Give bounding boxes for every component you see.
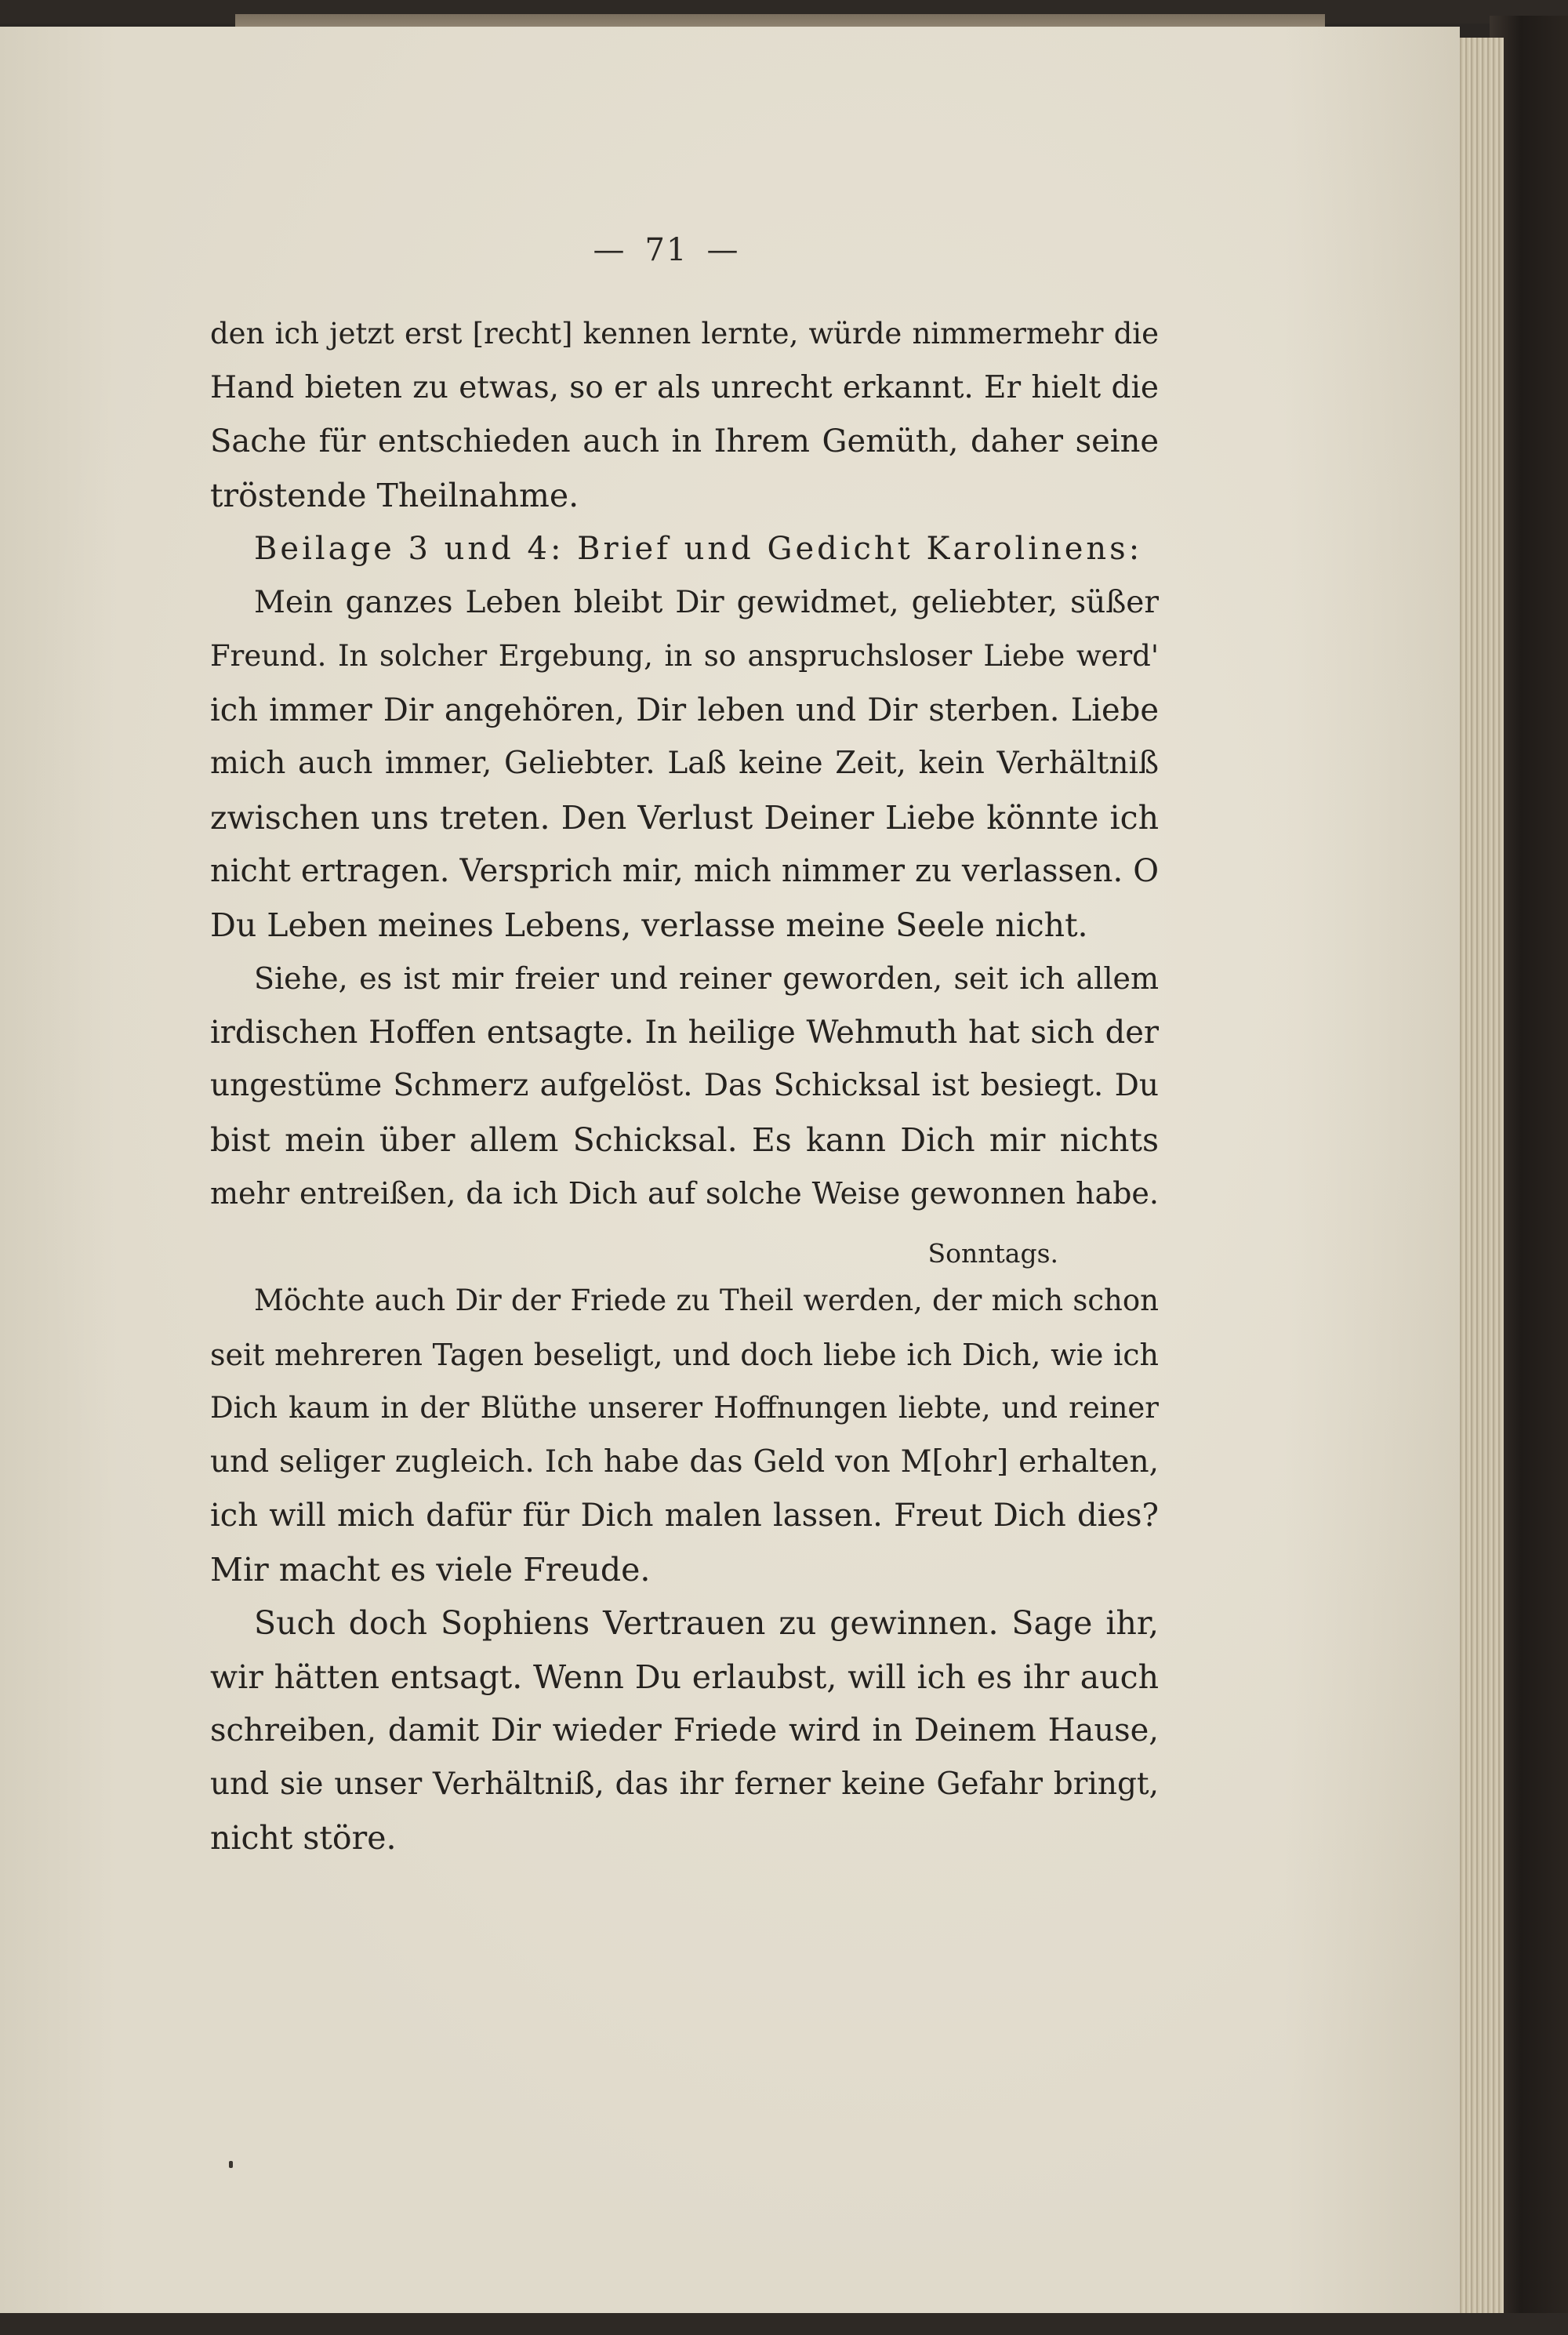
text-line: Such doch Sophiens Vertrauen zu gewinnen. Sage ihr, [254, 1604, 1159, 1642]
text-line: mehr entreißen, da ich Dich auf solche Weise gewonnen habe. [210, 1176, 1159, 1211]
text-line: nicht ertragen. Versprich mir, mich nimmer zu verlassen. O [210, 853, 1159, 889]
text-line: zwischen uns treten. Den Verlust Deiner Liebe könnte ich [210, 798, 1159, 837]
text-line: Freund. In solcher Ergebung, in so anspruchsloser Liebe werd' [210, 639, 1159, 673]
text-line: Du Leben meines Lebens, verlasse meine Seele nicht. [210, 906, 1088, 944]
text-line: ich will mich dafür für Dich malen lassen. Freut Dich dies? [210, 1498, 1159, 1534]
text-line: irdischen Hoffen entsagte. In heilige Wehmuth hat sich der [210, 1014, 1159, 1051]
signature-sonntags: Sonntags. [927, 1237, 1058, 1269]
page-number [0, 232, 1333, 268]
text-line: seit mehreren Tagen beseligt, und doch liebe ich Dich, wie ich [210, 1337, 1159, 1372]
body-text [210, 307, 1159, 1865]
text-line: ich immer Dir angehören, Dir leben und Dir sterben. Liebe [210, 692, 1159, 728]
page-number-dash-left: — [593, 232, 626, 268]
text-line: nicht störe. [210, 1819, 397, 1857]
ink-speck [229, 2161, 233, 2168]
text-line: und seliger zugleich. Ich habe das Geld von M[ohr] erhalten, [210, 1443, 1159, 1480]
bottom-dark-border [0, 2313, 1568, 2335]
text-line: Möchte auch Dir der Friede zu Theil werden, der mich schon [254, 1284, 1159, 1317]
text-line: Mir macht es viele Freude. [210, 1550, 651, 1589]
page-number-dash-right: — [706, 232, 740, 268]
text-line: Mein ganzes Leben bleibt Dir gewidmet, geliebter, süßer [254, 584, 1159, 620]
text-line: bist mein über allem Schicksal. Es kann Dich mir nichts [210, 1120, 1159, 1159]
text-line: Sache für entschieden auch in Ihrem Gemüth, daher seine [210, 423, 1159, 459]
text-line: Dich kaum in der Blüthe unserer Hoffnungen liebte, und reiner [210, 1391, 1159, 1425]
text-line: mich auch immer, Geliebter. Laß keine Zeit, kein Verhältniß [210, 746, 1159, 781]
page-number-value: 71 [644, 232, 688, 268]
text-line: den ich jetzt erst [recht] kennen lernte, würde nimmermehr die [210, 317, 1159, 350]
text-line: tröstende Theilnahme. [210, 476, 579, 514]
text-line: Siehe, es ist mir freier und reiner geworden, seit ich allem [254, 961, 1159, 996]
section-heading: Beilage 3 und 4: Brief und Gedicht Karolinens: [254, 531, 1143, 567]
text-line: wir hätten entsagt. Wenn Du erlaubst, will ich es ihr auch [210, 1658, 1159, 1696]
text-line: ungestüme Schmerz aufgelöst. Das Schicksal ist besiegt. Du [210, 1068, 1159, 1103]
text-line: Hand bieten zu etwas, so er als unrecht erkannt. Er hielt die [210, 369, 1159, 405]
text-line: und sie unser Verhältniß, das ihr ferner keine Gefahr bringt, [210, 1766, 1159, 1802]
page-stack-edges [1457, 38, 1504, 2313]
text-line: schreiben, damit Dir wieder Friede wird in Deinem Hause, [210, 1712, 1159, 1749]
